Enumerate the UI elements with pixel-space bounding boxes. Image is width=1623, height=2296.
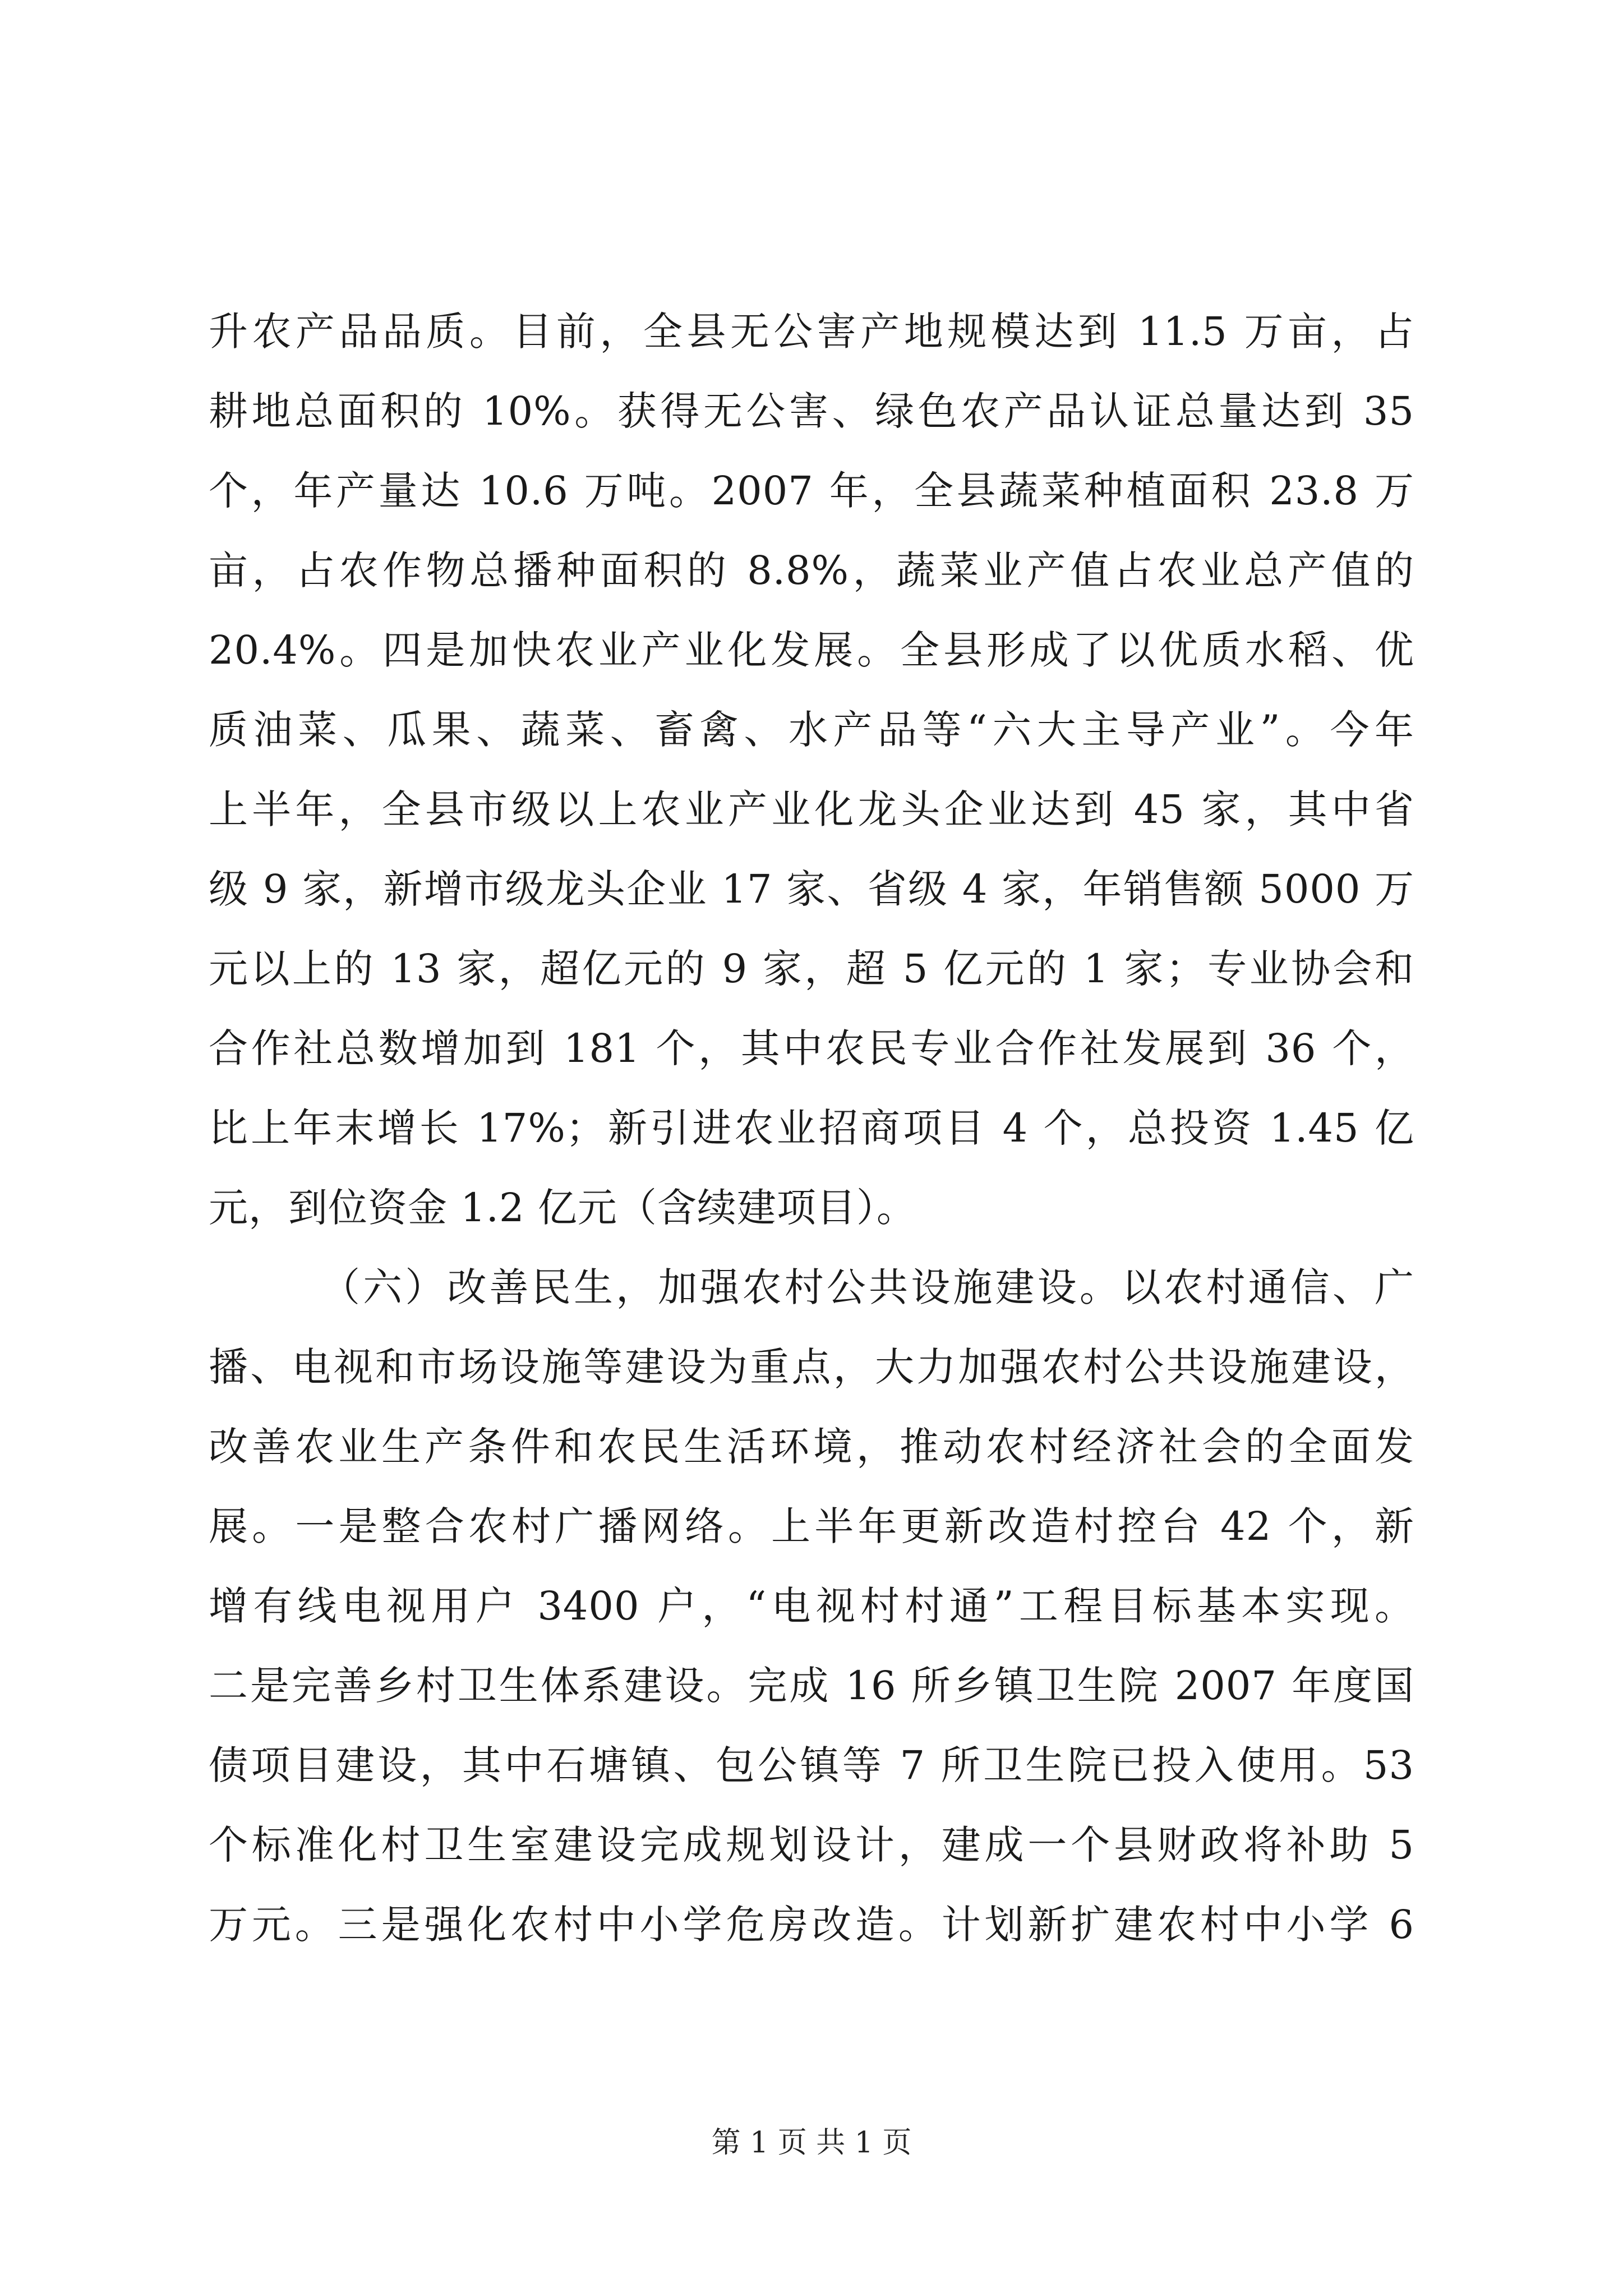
text-line: 展。一是整合农村广播网络。上半年更新改造村控台 42 个，新 — [209, 1503, 1414, 1549]
text-line: 改善农业生产条件和农民生活环境，推动农村经济社会的全面发 — [209, 1424, 1414, 1470]
text-line: 质油菜、瓜果、蔬菜、畜禽、水产品等“六大主导产业”。今年 — [209, 707, 1414, 753]
text-line: 增有线电视用户 3400 户，“电视村村通”工程目标基本实现。 — [209, 1583, 1414, 1629]
text-line: 级 9 家，新增市级龙头企业 17 家、省级 4 家，年销售额 5000 万 — [209, 866, 1414, 912]
text-line: 升农产品品质。目前，全县无公害产地规模达到 11.5 万亩，占 — [209, 309, 1414, 355]
text-line: 个，年产量达 10.6 万吨。2007 年，全县蔬菜种植面积 23.8 万 — [209, 468, 1414, 514]
text-line: 二是完善乡村卫生体系建设。完成 16 所乡镇卫生院 2007 年度国 — [209, 1663, 1414, 1709]
text-line: 万元。三是强化农村中小学危房改造。计划新扩建农村中小学 6 — [209, 1902, 1414, 1948]
text-line: 20.4%。四是加快农业产业化发展。全县形成了以优质水稻、优 — [209, 627, 1414, 673]
text-line: 亩，占农作物总播种面积的 8.8%，蔬菜业产值占农业总产值的 — [209, 547, 1414, 593]
text-line: 比上年末增长 17%；新引进农业招商项目 4 个，总投资 1.45 亿 — [209, 1105, 1414, 1151]
document-body — [209, 292, 1414, 1964]
text-line: （六）改善民生，加强农村公共设施建设。以农村通信、广 — [321, 1264, 1414, 1310]
text-line: 元，到位资金 1.2 亿元（含续建项目）。 — [209, 1185, 916, 1231]
text-line: 播、电视和市场设施等建设为重点，大力加强农村公共设施建设， — [209, 1344, 1414, 1390]
text-line: 元以上的 13 家，超亿元的 9 家，超 5 亿元的 1 家；专业协会和 — [209, 946, 1414, 992]
text-line: 耕地总面积的 10%。获得无公害、绿色农产品认证总量达到 35 — [209, 388, 1414, 434]
text-line: 债项目建设，其中石塘镇、包公镇等 7 所卫生院已投入使用。53 — [209, 1742, 1414, 1788]
text-line: 个标准化村卫生室建设完成规划设计，建成一个县财政将补助 5 — [209, 1822, 1414, 1868]
text-line: 合作社总数增加到 181 个，其中农民专业合作社发展到 36 个， — [209, 1025, 1414, 1071]
page-number-footer: 第 1 页 共 1 页 — [711, 2126, 912, 2160]
text-line: 上半年，全县市级以上农业产业化龙头企业达到 45 家，其中省 — [209, 786, 1414, 832]
